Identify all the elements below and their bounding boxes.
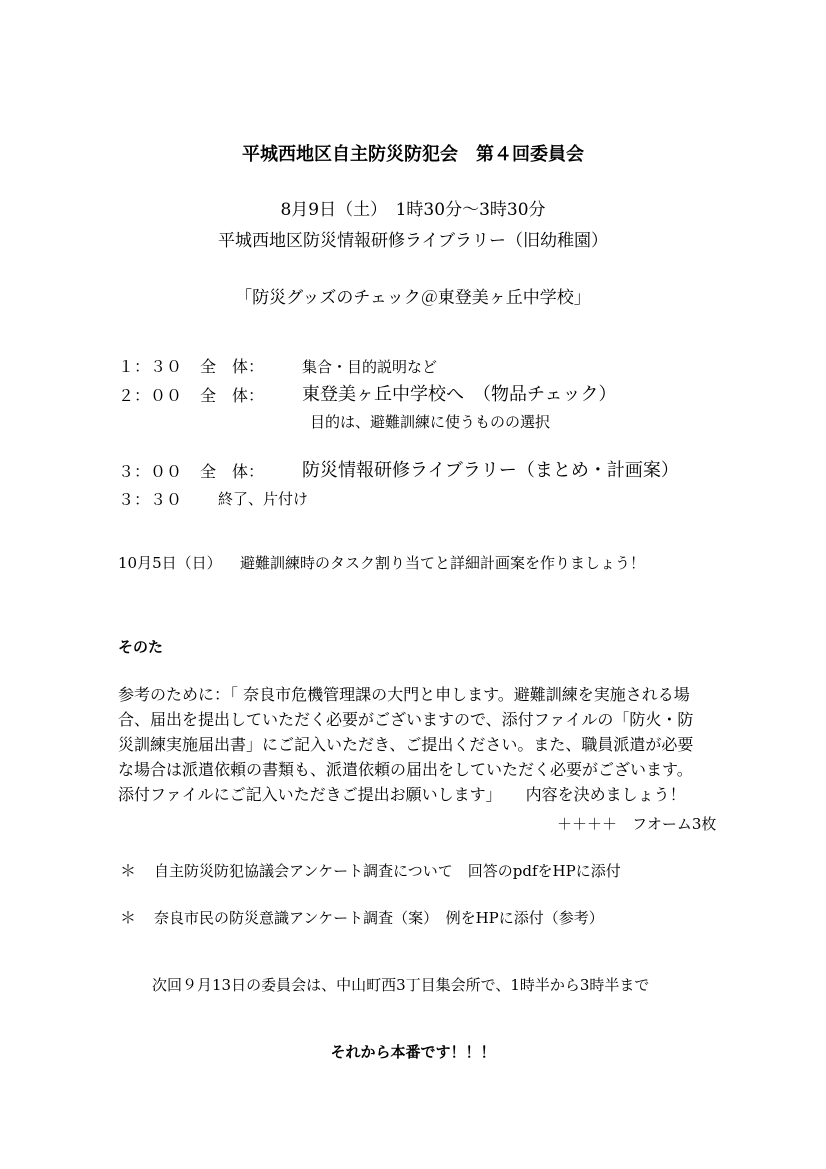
page-title: 平城西地区自主防災防犯会 第４回委員会 [242, 144, 584, 165]
bullet-mark: ＊ [120, 861, 137, 880]
next-plan-text: 避難訓練時のタスク割り当てと詳細計画案を作りましょう！ [240, 554, 646, 572]
next-meeting-note: 次回９月13日の委員会は、中山町西3丁目集会所で、1時半から3時半まで [152, 976, 650, 994]
meeting-venue: 平城西地区防災情報研修ライブラリー（旧幼稚園） [218, 231, 608, 251]
closing-remark: それから本番です！！！ [330, 1043, 496, 1061]
paragraph-line: 災訓練実施届出書」にご記入いただき、ご提出ください。また、職員派遣が必要 [118, 735, 694, 754]
bullet-text: 奈良市民の防災意識アンケート調査（案） 例をHPに添付（参考） [154, 909, 604, 927]
meeting-theme: 「防災グッズのチェック＠東登美ヶ丘中学校」 [235, 288, 591, 308]
schedule-time: ３：３０ [118, 490, 183, 509]
bullet-mark: ＊ [120, 908, 137, 927]
schedule-time: ３：００ [118, 462, 183, 481]
schedule-who: 全 体： [200, 462, 265, 481]
schedule-who: 全 体： [200, 357, 265, 376]
paragraph-line: 合、届出を提出していただく必要がございますので、添付ファイルの「防火・防 [118, 710, 694, 729]
schedule-desc: 東登美ヶ丘中学校へ （物品チェック） [302, 384, 617, 405]
forms-note: ＋＋＋＋ フオーム3枚 [557, 815, 717, 833]
schedule-time: ２：００ [118, 386, 183, 405]
reference-paragraph [118, 682, 730, 807]
paragraph-line: 参考のために：「 奈良市危機管理課の大門と申します。避難訓練を実施される場 [118, 685, 690, 704]
paragraph-line: な場合は派遣依頼の書類も、派遣依頼の届出をしていただく必要がございます。 [118, 760, 693, 779]
schedule-desc: 終了、片付け [218, 490, 309, 508]
schedule-desc: 集合・目的説明など [302, 358, 438, 376]
meeting-date-time: 8月9日（土） 1時30分〜3時30分 [280, 200, 546, 220]
schedule-who: 全 体： [200, 386, 265, 405]
bullet-text: 自主防災防犯協議会アンケート調査について 回答のpdfをHPに添付 [154, 862, 621, 880]
next-plan-date: 10月5日（日） [118, 554, 222, 572]
section-heading-other: そのた [118, 638, 164, 656]
schedule-note: 目的は、避難訓練に使うものの選択 [310, 413, 551, 431]
paragraph-line: 添付ファイルにご記入いただきご提出お願いします」 内容を決めましょう！ [118, 785, 686, 804]
schedule-desc: 防災情報研修ライブラリー（まとめ・計画案） [302, 460, 679, 481]
schedule-time: １：３０ [118, 357, 183, 376]
